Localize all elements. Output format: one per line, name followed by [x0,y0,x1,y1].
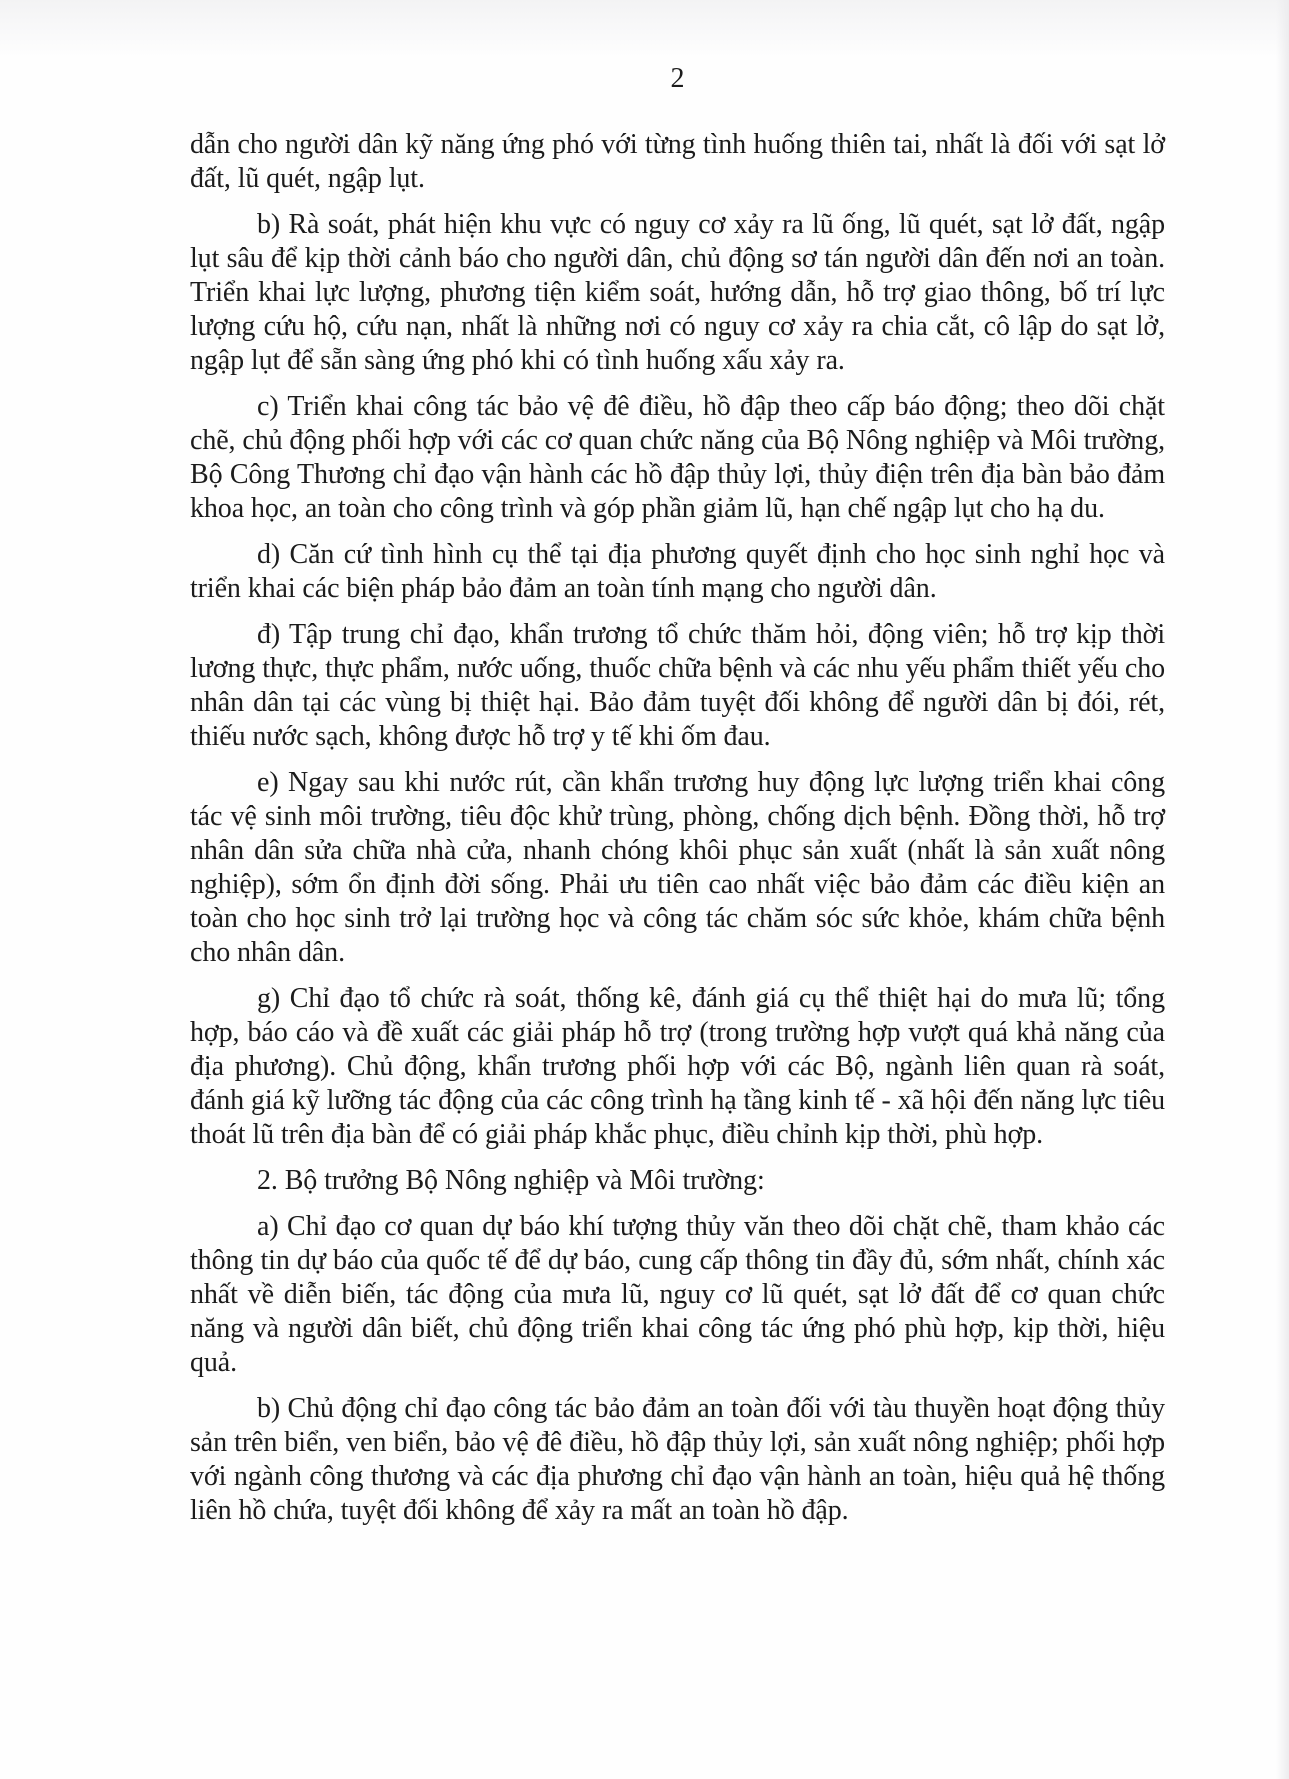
paragraph: dẫn cho người dân kỹ năng ứng phó với từng tình huống thiên tai, nhất là đối với sạt lở đất, lũ quét, ngập lụt. [190,129,1165,194]
scan-artifact-right-edge [1276,0,1289,1779]
page-number: 2 [670,63,685,94]
paragraph: đ) Tập trung chỉ đạo, khẩn trương tổ chức thăm hỏi, động viên; hỗ trợ kịp thời lương thực, thực phẩm, nước uống, thuốc chữa bệnh và các nhu yếu phẩm thiết yếu cho nhân dân tại các vùng bị thiệt hại. Bảo đảm tuyệt đối không để người dân bị đói, rét, thiếu nước sạch, không được hỗ trợ y tế khi ốm đau. [190,619,1165,752]
paragraph: e) Ngay sau khi nước rút, cần khẩn trương huy động lực lượng triển khai công tác vệ sinh môi trường, tiêu độc khử trùng, phòng, chống dịch bệnh. Đồng thời, hỗ trợ nhân dân sửa chữa nhà cửa, nhanh chóng khôi phục sản xuất (nhất là sản xuất nông nghiệp), sớm ổn định đời sống. Phải ưu tiên cao nhất việc bảo đảm các điều kiện an toàn cho học sinh trở lại trường học và công tác chăm sóc sức khỏe, khám chữa bệnh cho nhân dân. [190,767,1165,968]
paragraph: 2. Bộ trưởng Bộ Nông nghiệp và Môi trường: [257,1165,765,1196]
paragraph: b) Chủ động chỉ đạo công tác bảo đảm an toàn đối với tàu thuyền hoạt động thủy sản trên biển, ven biển, bảo vệ đê điều, hồ đập thủy lợi, sản xuất nông nghiệp; phối hợp với ngành công thương và các địa phương chỉ đạo vận hành an toàn, hiệu quả hệ thống liên hồ chứa, tuyệt đối không để xảy ra mất an toàn hồ đập. [190,1393,1165,1526]
paragraph: c) Triển khai công tác bảo vệ đê điều, hồ đập theo cấp báo động; theo dõi chặt chẽ, chủ động phối hợp với các cơ quan chức năng của Bộ Nông nghiệp và Môi trường, Bộ Công Thương chỉ đạo vận hành các hồ đập thủy lợi, thủy điện trên địa bàn bảo đảm khoa học, an toàn cho công trình và góp phần giảm lũ, hạn chế ngập lụt cho hạ du. [190,391,1165,524]
paragraph: b) Rà soát, phát hiện khu vực có nguy cơ xảy ra lũ ống, lũ quét, sạt lở đất, ngập lụt sâu để kịp thời cảnh báo cho người dân, chủ động sơ tán người dân đến nơi an toàn. Triển khai lực lượng, phương tiện kiểm soát, hướng dẫn, hỗ trợ giao thông, bố trí lực lượng cứu hộ, cứu nạn, nhất là những nơi có nguy cơ xảy ra chia cắt, cô lập do sạt lở, ngập lụt để sẵn sàng ứng phó khi có tình huống xấu xảy ra. [190,209,1165,376]
scan-artifact-top [0,0,1289,58]
document-body [190,128,1165,1528]
paragraph: a) Chỉ đạo cơ quan dự báo khí tượng thủy văn theo dõi chặt chẽ, tham khảo các thông tin dự báo của quốc tế để dự báo, cung cấp thông tin đầy đủ, sớm nhất, chính xác nhất về diễn biến, tác động của mưa lũ, nguy cơ lũ quét, sạt lở đất để cơ quan chức năng và người dân biết, chủ động triển khai công tác ứng phó phù hợp, kịp thời, hiệu quả. [190,1211,1165,1378]
paragraph: d) Căn cứ tình hình cụ thể tại địa phương quyết định cho học sinh nghỉ học và triển khai các biện pháp bảo đảm an toàn tính mạng cho người dân. [190,539,1165,604]
paragraph: g) Chỉ đạo tổ chức rà soát, thống kê, đánh giá cụ thể thiệt hại do mưa lũ; tổng hợp, báo cáo và đề xuất các giải pháp hỗ trợ (trong trường hợp vượt quá khả năng của địa phương). Chủ động, khẩn trương phối hợp với các Bộ, ngành liên quan rà soát, đánh giá kỹ lưỡng tác động của các công trình hạ tầng kinh tế - xã hội đến năng lực tiêu thoát lũ trên địa bàn để có giải pháp khắc phục, điều chỉnh kịp thời, phù hợp. [190,983,1165,1150]
